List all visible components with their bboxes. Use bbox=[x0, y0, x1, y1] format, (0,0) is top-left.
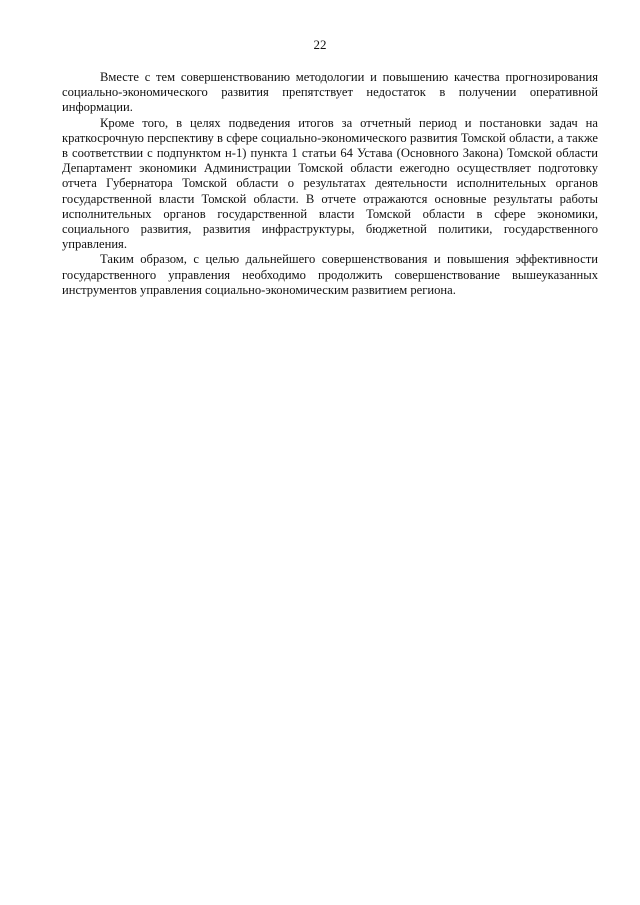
page-number: 22 bbox=[313, 37, 327, 52]
paragraph-governor-report: Кроме того, в целях подведения итогов за отчетный период и постановки задач на краткосрочную перспективу в сфере социально-экономического развития Томской области, а также в соответствии с подпунктом н-1) пункта 1 статьи 64 Устава (Основного Закона) Томской области Департамент экономики Администрации Томской области ежегодно осуществляет подготовку отчета Губернатора Томской области о результатах деятельности исполнительных органов государственной власти Томской области. В отчете отражаются основные результаты работы исполнительных органов государственной власти Томской области в сфере экономики, социального развития, развития инфраструктуры, бюджетной политики, государственного управления. bbox=[62, 115, 598, 252]
paragraph-conclusion: Таким образом, с целью дальнейшего совершенствования и повышения эффективности государственного управления необходимо продолжить совершенствование вышеуказанных инструментов управления социально-экономическим развитием региона. bbox=[62, 252, 598, 297]
document-body bbox=[62, 70, 598, 298]
paragraph-methodology: Вместе с тем совершенствованию методологии и повышению качества прогнозирования социально-экономического развития препятствует недостаток в получении оперативной информации. bbox=[62, 70, 598, 115]
